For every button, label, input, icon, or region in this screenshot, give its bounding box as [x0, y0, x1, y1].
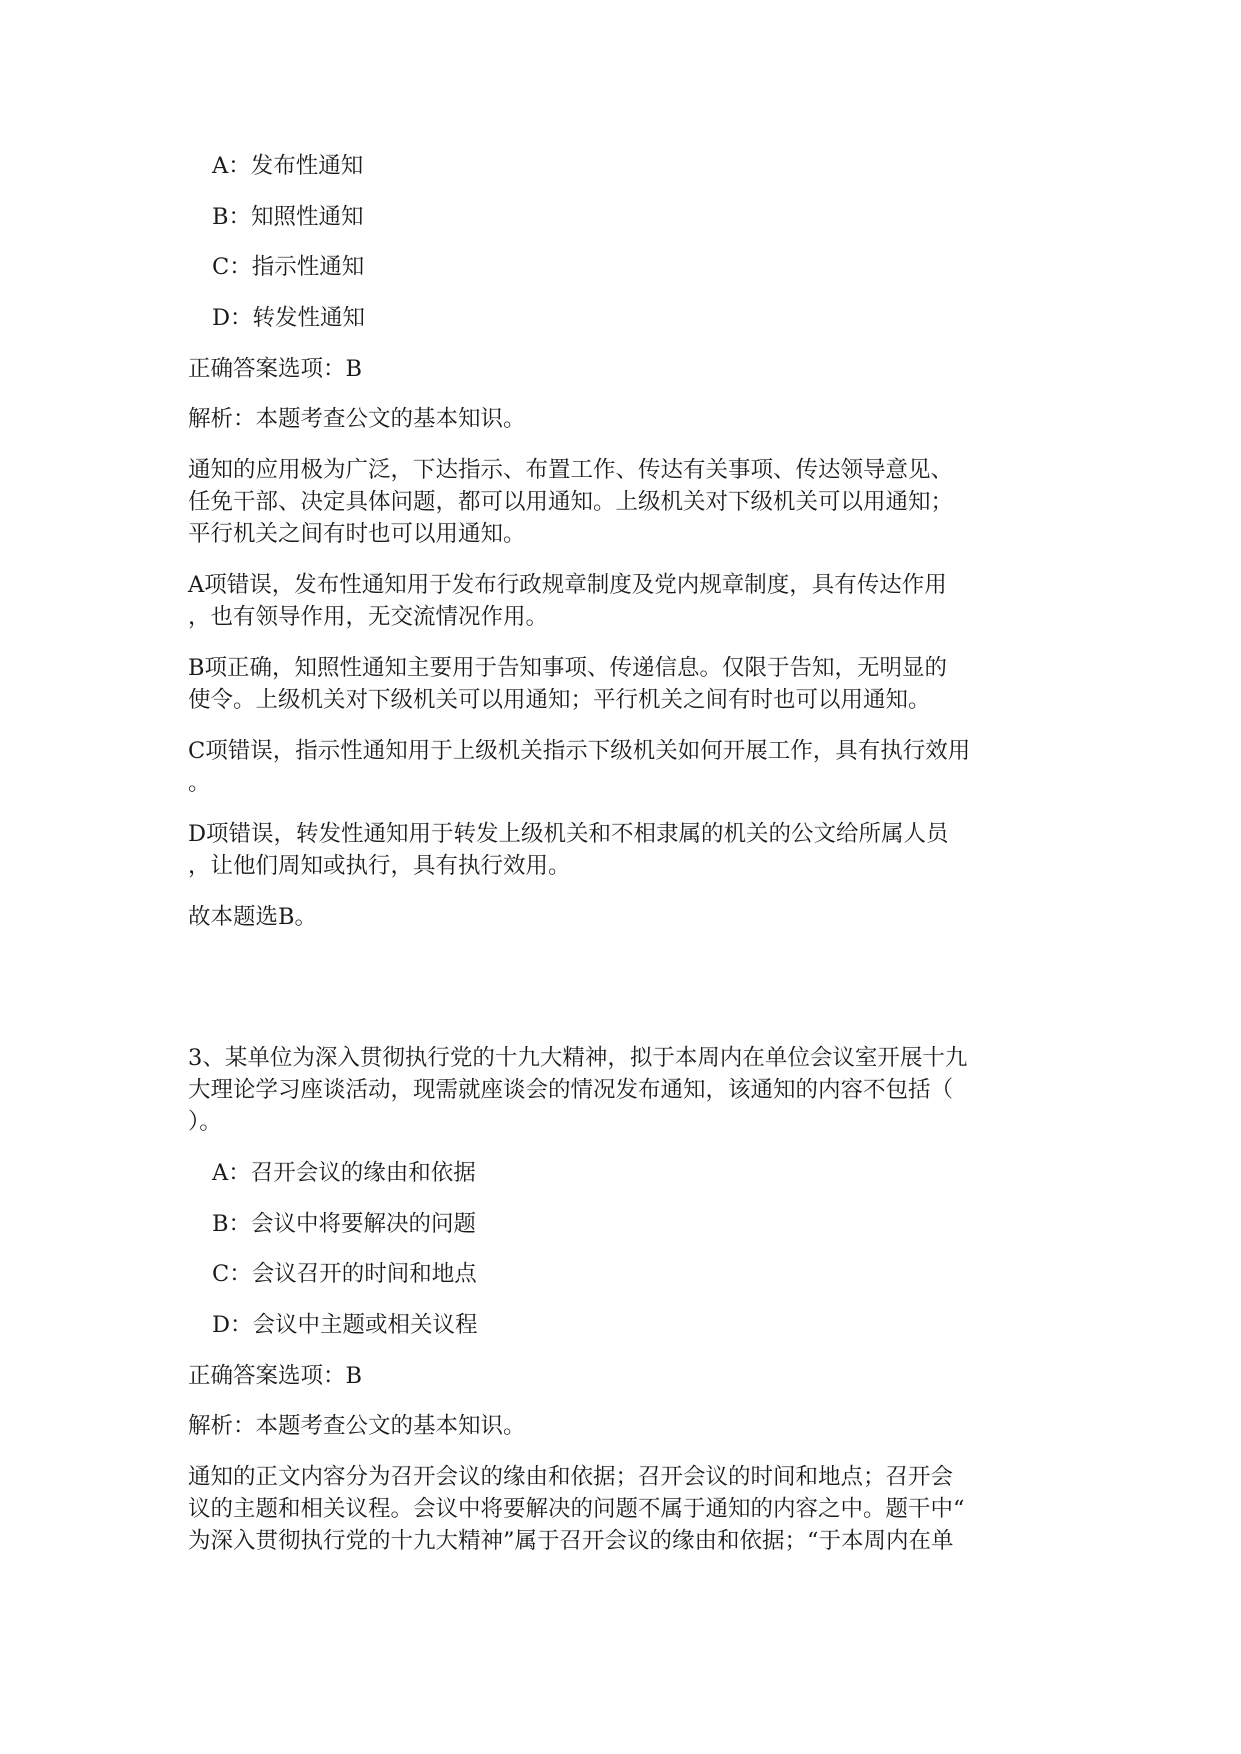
- q3-paragraph-line: 为深入贯彻执行党的十九大精神”属于召开会议的缘由和依据；“于本周内在单: [188, 1528, 954, 1554]
- q2-paragraph-line: C项错误，指示性通知用于上级机关指示下级机关如何开展工作，具有执行效用: [188, 738, 971, 764]
- q2-paragraph-line: ，让他们周知或执行，具有执行效用。: [188, 853, 571, 879]
- q3-option-c: C：会议召开的时间和地点: [212, 1261, 477, 1287]
- q3-question-line: 3、某单位为深入贯彻执行党的十九大精神，拟于本周内在单位会议室开展十九: [188, 1045, 968, 1071]
- q3-analysis-label: 解析：本题考查公文的基本知识。: [188, 1413, 526, 1439]
- q2-option-c: C：指示性通知: [212, 254, 365, 280]
- q3-question-line: ）。: [188, 1109, 222, 1135]
- q3-answer: 正确答案选项：B: [188, 1363, 363, 1389]
- q2-option-a: A：发布性通知: [212, 153, 364, 179]
- q2-answer: 正确答案选项：B: [188, 356, 363, 382]
- q2-paragraph-line: 使令。上级机关对下级机关可以用通知；平行机关之间有时也可以用通知。: [188, 687, 931, 713]
- q3-option-a: A：召开会议的缘由和依据: [212, 1160, 476, 1186]
- q3-question-line: 大理论学习座谈活动，现需就座谈会的情况发布通知，该通知的内容不包括（: [188, 1077, 954, 1103]
- q3-paragraph-line: 通知的正文内容分为召开会议的缘由和依据；召开会议的时间和地点；召开会: [188, 1464, 954, 1490]
- q3-option-b: B：会议中将要解决的问题: [212, 1211, 477, 1237]
- q2-paragraph-line: B项正确，知照性通知主要用于告知事项、传递信息。仅限于告知，无明显的: [188, 655, 948, 681]
- q2-paragraph-line: D项错误，转发性通知用于转发上级机关和不相隶属的机关的公文给所属人员: [188, 821, 949, 847]
- q2-paragraph-line: 。: [188, 770, 211, 796]
- q3-option-d: D：会议中主题或相关议程: [212, 1312, 478, 1338]
- q3-paragraph-line: 议的主题和相关议程。会议中将要解决的问题不属于通知的内容之中。题干中“: [188, 1496, 965, 1522]
- q2-analysis-label: 解析：本题考查公文的基本知识。: [188, 406, 526, 432]
- q2-paragraph-line: 任免干部、决定具体问题，都可以用通知。上级机关对下级机关可以用通知；: [188, 489, 954, 515]
- q2-conclusion: 故本题选B。: [188, 904, 318, 930]
- q2-paragraph-line: 通知的应用极为广泛，下达指示、布置工作、传达有关事项、传达领导意见、: [188, 457, 954, 483]
- q2-option-b: B：知照性通知: [212, 204, 364, 230]
- q2-option-d: D：转发性通知: [212, 305, 366, 331]
- q2-paragraph-line: A项错误，发布性通知用于发布行政规章制度及党内规章制度，具有传达作用: [188, 572, 947, 598]
- q2-paragraph-line: ，也有领导作用，无交流情况作用。: [188, 604, 549, 630]
- q2-paragraph-line: 平行机关之间有时也可以用通知。: [188, 521, 526, 547]
